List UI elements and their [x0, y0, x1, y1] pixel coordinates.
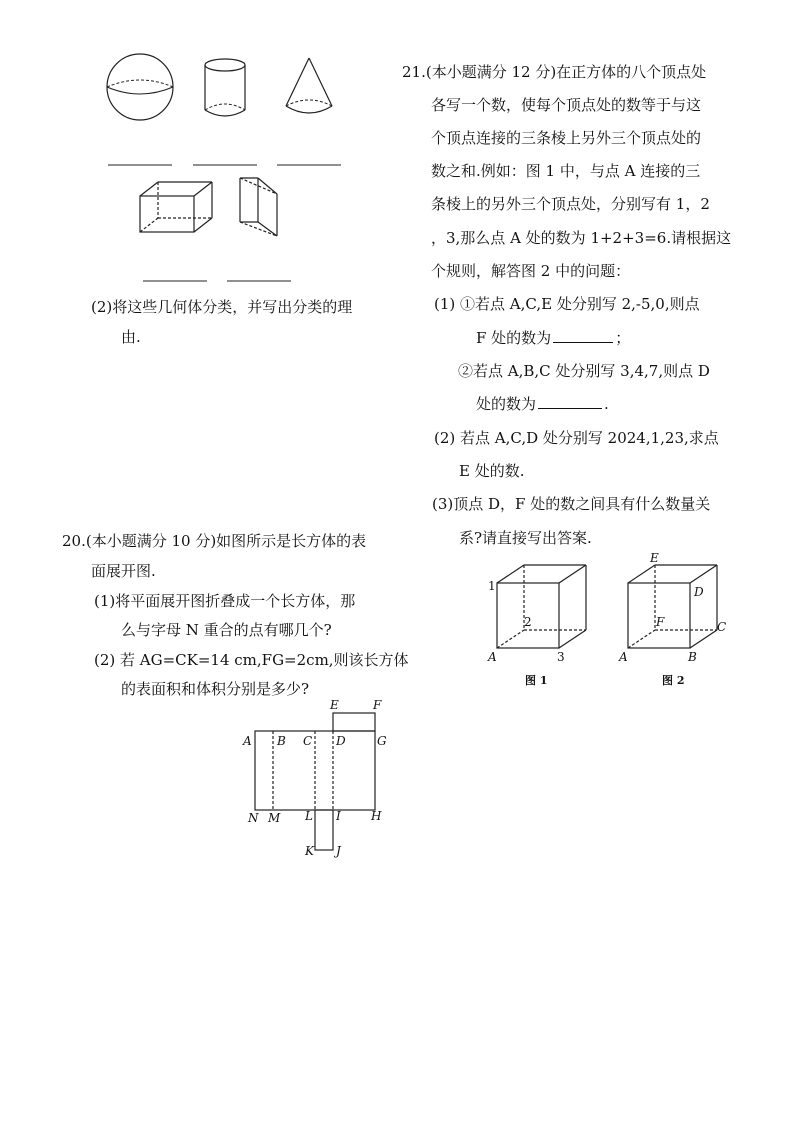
q21-stem-line4: 数之和.例如：图 1 中，与点 A 连接的三 [431, 162, 701, 180]
net-label-M: M [268, 811, 281, 825]
fig1-label-A: A [488, 650, 497, 664]
q20-part1-line1: (1)将平面展开图折叠成一个长方体，那 [94, 592, 356, 610]
fig2-label-C: C [717, 620, 727, 634]
q19-part2-line2: 由. [121, 328, 141, 346]
q21-part2-line2: E 处的数. [459, 462, 525, 480]
q21-part3-line1: (3)顶点 D，F 处的数之间具有什么数量关 [432, 495, 711, 513]
net-label-L: L [305, 809, 313, 823]
q19-part2-line1: (2)将这些几何体分类，并写出分类的理 [91, 298, 353, 316]
q21-part1a-suffix: ； [615, 329, 631, 347]
net-label-A: A [243, 734, 252, 748]
q21-stem-line5: 条棱上的另外三个顶点处，分别写有 1，2 [431, 195, 710, 213]
q20-part2-line2: 的表面积和体积分别是多少? [121, 680, 310, 698]
q21-stem-line7: 个规则，解答图 2 中的问题： [431, 262, 631, 280]
net-label-N: N [248, 811, 259, 825]
fig2-label-B: B [688, 650, 697, 664]
fig2-label-F: F [656, 615, 665, 629]
q21-part1b-suffix: . [604, 395, 609, 413]
cube-figure-1 [497, 565, 586, 648]
fig1-caption: 图 1 [525, 674, 548, 687]
q20-part1-line2: 么与字母 N 重合的点有哪几个? [121, 621, 332, 639]
q21-part1a-prefix: F 处的数为 [476, 329, 552, 347]
fig1-label-1: 1 [488, 579, 496, 593]
fig1-label-3: 3 [557, 650, 565, 664]
net-label-F: F [373, 698, 382, 712]
q21-stem-line3: 个顶点连接的三条棱上另外三个顶点处的 [431, 129, 702, 147]
net-label-K: K [305, 844, 314, 858]
net-label-B: B [277, 734, 286, 748]
fig2-label-A: A [619, 650, 628, 664]
net-label-D: D [336, 734, 346, 748]
q21-stem-line2: 各写一个数，使每个顶点处的数等于与这 [431, 96, 702, 114]
q20-stem-line1: 20.(本小题满分 10 分)如图所示是长方体的表 [62, 532, 367, 550]
fig2-label-D: D [694, 585, 704, 599]
cube-figure-2 [628, 565, 717, 648]
q21-part1a-line1: (1) ①若点 A,C,E 处分别写 2,-5,0,则点 [434, 295, 700, 313]
q21-part2-line1: (2) 若点 A,C,D 处分别写 2024,1,23,求点 [434, 429, 719, 447]
net-label-H: H [371, 809, 382, 823]
fig2-label-E: E [650, 551, 659, 565]
net-label-C: C [303, 734, 313, 748]
q21-part3-line2: 系?请直接写出答案. [459, 529, 592, 547]
fig1-label-2: 2 [524, 615, 532, 629]
fig2-caption: 图 2 [662, 674, 685, 687]
q21-stem-line1: 21.(本小题满分 12 分)在正方体的八个顶点处 [402, 63, 707, 81]
q21-part1b-prefix: 处的数为 [476, 395, 537, 413]
q20-part2-line1: (2) 若 AG=CK=14 cm,FG=2cm,则该长方体 [94, 651, 409, 669]
q21-stem-line6: ，3,那么点 A 处的数为 1+2+3=6.请根据这 [431, 229, 732, 247]
net-label-G: G [377, 734, 387, 748]
q20-stem-line2: 面展开图. [91, 562, 156, 580]
net-label-I: I [336, 809, 341, 823]
net-label-E: E [330, 698, 339, 712]
q21-part1b-line1: ②若点 A,B,C 处分别写 3,4,7,则点 D [458, 362, 710, 380]
net-label-J: J [336, 844, 341, 858]
